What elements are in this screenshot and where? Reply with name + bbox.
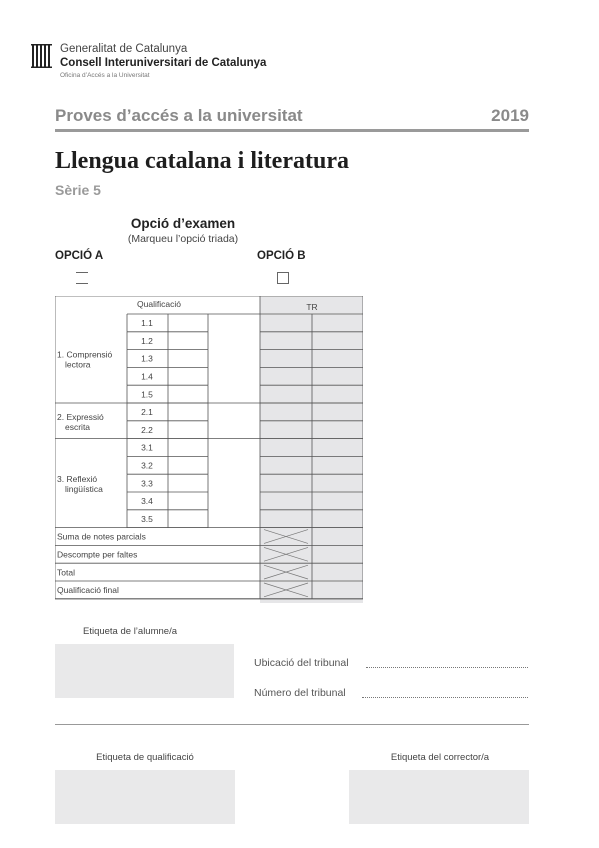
section-label: 1. Comprensió lectora (57, 349, 113, 370)
tribunal-location-label: Ubicació del tribunal (254, 657, 349, 669)
table-header-tr: TR (306, 302, 318, 312)
org-council-name: Consell Interuniversitari de Catalunya (60, 57, 267, 69)
option-a-checkbox[interactable] (76, 272, 88, 284)
exam-year: 2019 (491, 106, 529, 125)
exam-header-title: Proves d’accés a la universitat (55, 106, 303, 125)
grade-label-box (55, 770, 235, 824)
org-office-name: Oficina d’Accés a la Universitat (60, 72, 150, 79)
summary-row-label: Qualificació final (57, 585, 119, 596)
option-heading: Opció d’examen (130, 216, 236, 231)
section-label: 3. Reflexió lingüística (57, 474, 103, 495)
summary-row-label: Suma de notes parcials (57, 531, 146, 542)
question-item-label: 1.3 (141, 353, 153, 364)
generalitat-logo-icon (31, 44, 53, 68)
tr-shaded-column (260, 296, 363, 603)
org-name: Generalitat de Catalunya (60, 43, 188, 55)
question-item-label: 3.3 (141, 478, 153, 489)
corrector-label-box (349, 770, 529, 824)
summary-row-label: Descompte per faltes (57, 549, 138, 560)
question-item-label: 1.5 (141, 389, 153, 400)
question-item-label: 3.5 (141, 513, 153, 524)
option-b-checkbox[interactable] (277, 272, 289, 284)
question-item-label: 1.2 (141, 335, 153, 346)
student-label-box (55, 644, 234, 698)
table-header-qualificacio: Qualificació (137, 299, 181, 309)
option-instructions: (Marqueu l’opció triada) (127, 233, 239, 245)
question-item-label: 1.4 (141, 371, 153, 382)
serie-label: Sèrie 5 (55, 182, 101, 198)
question-item-label: 2.1 (141, 407, 153, 418)
question-item-label: 3.1 (141, 442, 153, 453)
grades-table (55, 296, 363, 603)
subject-title: Llengua catalana i literatura (55, 148, 349, 174)
question-item-label: 2.2 (141, 424, 153, 435)
tribunal-number-label: Número del tribunal (254, 687, 346, 699)
grade-label-title: Etiqueta de qualificació (96, 752, 194, 763)
question-item-label: 3.2 (141, 460, 153, 471)
section-label: 2. Expressió escrita (57, 411, 104, 432)
header-divider (55, 129, 529, 132)
summary-row-label: Total (57, 567, 75, 578)
tribunal-number-field[interactable] (362, 697, 528, 698)
question-item-label: 3.4 (141, 496, 153, 507)
corrector-label-title: Etiqueta del corrector/a (390, 752, 490, 763)
option-b-label: OPCIÓ B (257, 250, 306, 262)
option-a-label: OPCIÓ A (55, 250, 104, 262)
question-item-label: 1.1 (141, 318, 153, 329)
section-divider (55, 724, 529, 725)
student-label-title: Etiqueta de l’alumne/a (82, 626, 177, 637)
tribunal-location-field[interactable] (366, 667, 528, 668)
